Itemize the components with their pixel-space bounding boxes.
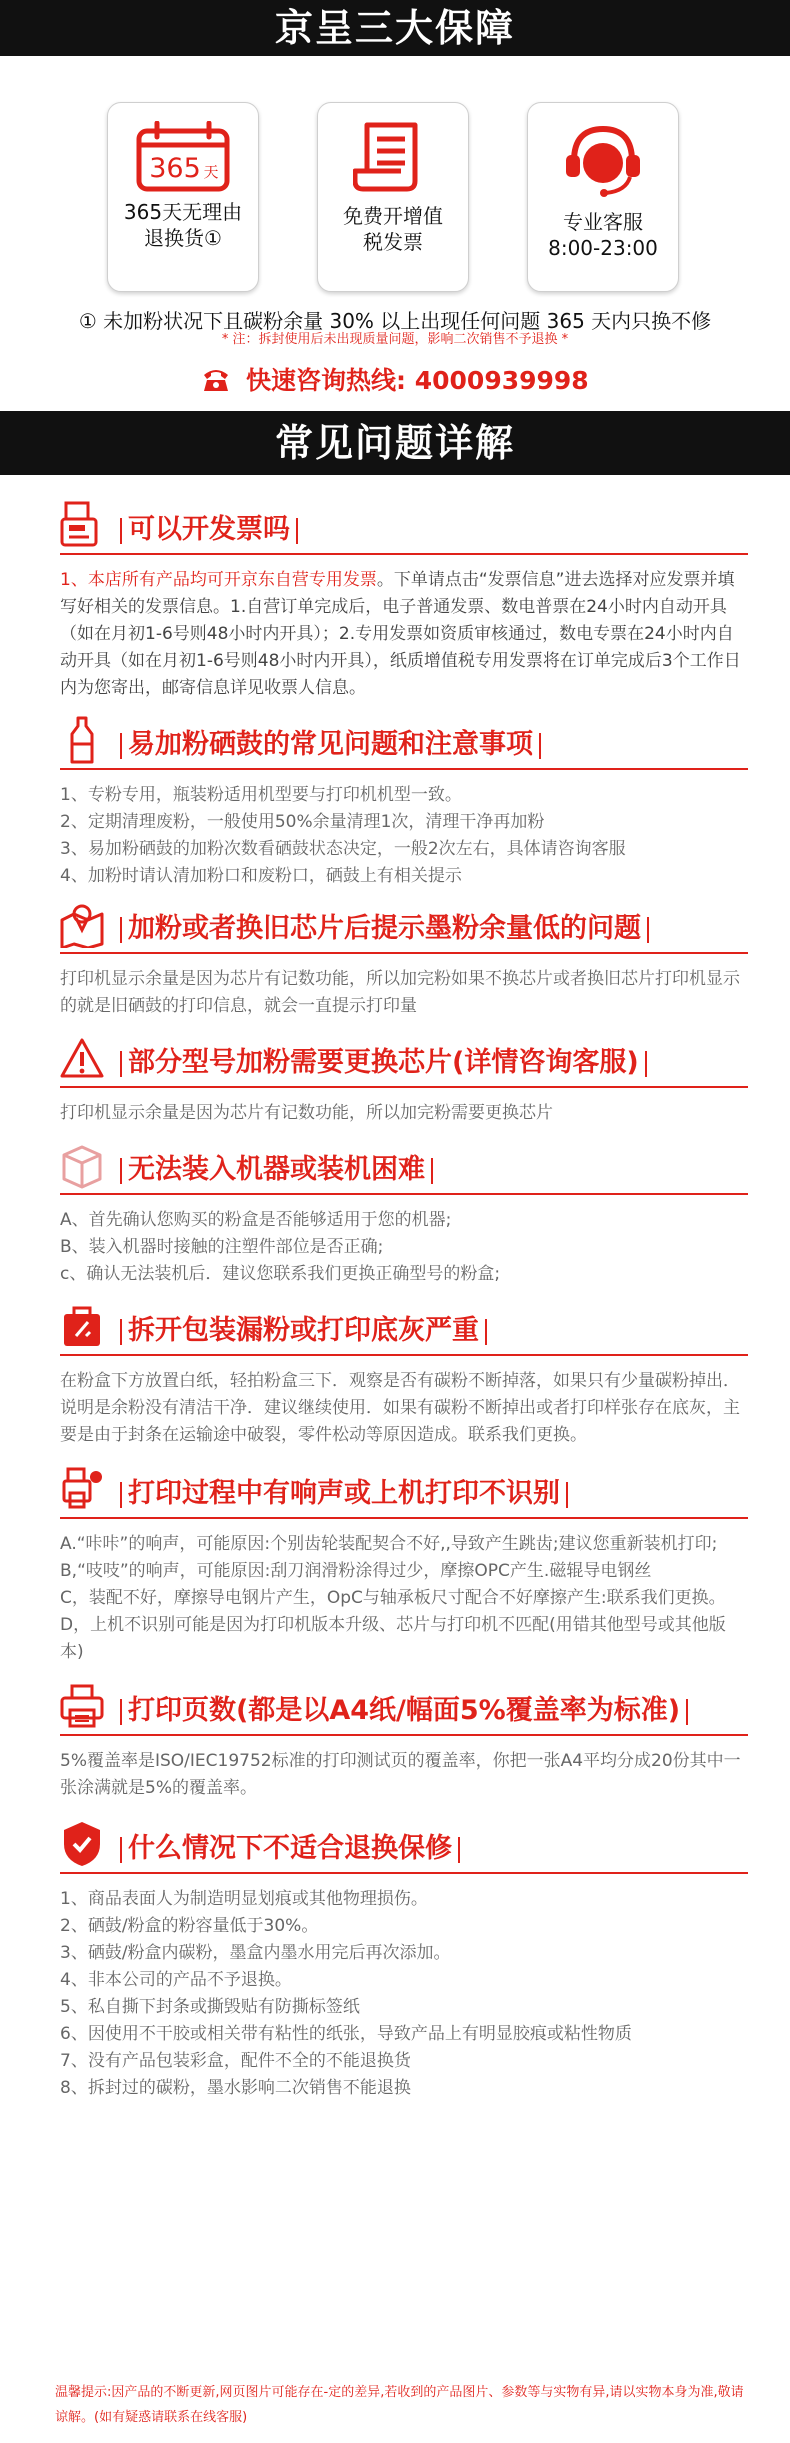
list-item: 6、因使用不干胶或相关带有粘性的纸张，导致产品上有明显胶痕或粘性物质: [60, 2024, 632, 2044]
list-item: 4、非本公司的产品不予退换。: [60, 1970, 292, 1990]
section-header: [60, 1300, 748, 1356]
section-title: 加粉或者换旧芯片后提示墨粉余量低的问题: [128, 913, 641, 944]
section-body: [60, 966, 748, 1020]
guarantee-note: ① 未加粉状况下且碳粉余量 30% 以上出现任何问题 365 天内只换不修: [78, 309, 712, 333]
tool-box-icon: [60, 1302, 104, 1350]
list-item: c、确认无法装机后．建议您联系我们更换正确型号的粉盒;: [60, 1264, 501, 1284]
card-line-2: 退换货①: [144, 226, 222, 250]
faq-section-invoice: [60, 499, 748, 702]
section-text: 5%覆盖率是ISO/IEC19752标准的打印测试页的覆盖率，你把一张A4平均分成20份其中一张涂满就是5%的覆盖率。: [60, 1751, 741, 1798]
printer-icon: [60, 1682, 104, 1730]
section-header: [60, 1463, 748, 1519]
faq-section-toner: [60, 714, 748, 890]
faq-section-chip-low: [60, 898, 748, 1020]
section-body: [60, 1100, 748, 1127]
section-header: [60, 499, 748, 555]
section-header: [60, 1680, 748, 1736]
section-body: [60, 1531, 748, 1666]
hotline-number[interactable]: 4000939998: [414, 366, 589, 395]
section-body: [60, 1368, 748, 1449]
card-line-2: 8:00-23:00: [548, 236, 658, 260]
guarantee-banner: 京呈三大保障: [0, 0, 790, 56]
list-item: B,“吱吱”的响声，可能原因:刮刀润滑粉涂得过少，摩擦OPC产生.磁辊导电钢丝: [60, 1561, 652, 1581]
section-header: [60, 1139, 748, 1195]
section-body: [60, 1207, 748, 1288]
section-header: [60, 1032, 748, 1088]
hotline[interactable]: [0, 361, 790, 401]
list-item: 8、拆封过的碳粉，墨水影响二次销售不能退换: [60, 2078, 411, 2098]
section-title: 部分型号加粉需要更换芯片(详情咨询客服): [128, 1047, 639, 1078]
list-item: 1、商品表面人为制造明显划痕或其他物理损伤。: [60, 1889, 428, 1909]
faq-section-pages: [60, 1680, 748, 1802]
list-item: 3、易加粉硒鼓的加粉次数看硒鼓状态决定，一般2次左右，具体请咨询客服: [60, 839, 626, 859]
printer-alert-icon: [60, 1465, 104, 1513]
section-body: [60, 1886, 748, 2102]
list-item: 5、私自撕下封条或撕毁贴有防撕标签纸: [60, 1997, 360, 2017]
list-item: 2、定期清理废粉，一般使用50%余量清理1次，清理干净再加粉: [60, 812, 545, 832]
section-title: 易加粉硒鼓的常见问题和注意事项: [128, 729, 533, 760]
map-location-icon: [60, 900, 104, 948]
section-body: [60, 567, 748, 702]
faq-section-chip-replace: [60, 1032, 748, 1127]
return-warning: * 注：拆封使用后未出现质量问题，影响二次销售不予退换 *: [221, 332, 569, 347]
section-title: 无法装入机器或装机困难: [128, 1154, 425, 1185]
calendar-badge: 365: [149, 153, 201, 184]
guarantee-card-service: [527, 102, 679, 292]
section-text: 在粉盒下方放置白纸，轻拍粉盒三下．观察是否有碳粉不断掉落，如果只有少量碳粉掉出．说明是余粉没有清洁干净．建议继续使用．如果有碳粉不断掉出或者打印样张存在底灰，主要是由于封条在运输途中破裂，零件松动等原因造成。联系我们更换。: [60, 1371, 740, 1445]
card-line-1: 365天无理由: [123, 200, 243, 224]
faq-section-noise: [60, 1463, 748, 1666]
list-item: 4、加粉时请认清加粉口和废粉口，硒鼓上有相关提示: [60, 866, 462, 886]
section-header: [60, 714, 748, 770]
section-title: 什么情况下不适合退换保修: [128, 1833, 452, 1864]
section-highlight: 1、本店所有产品均可开京东自营专用发票: [60, 570, 377, 590]
list-item: 2、硒鼓/粉盒的粉容量低于30%。: [60, 1916, 319, 1936]
return-shield-icon: [60, 1820, 104, 1868]
faq-banner: 常见问题详解: [0, 411, 790, 475]
box-icon: [60, 1141, 104, 1189]
faq-section-no-return: [60, 1818, 748, 2102]
section-text: 。下单请点击“发票信息”进去选择对应发票并填写好相关的发票信息。1.自营订单完成后，电子普通发票、数电普票在24小时内自动开具（如在月初1-6号则48小时内开具）；2.专用发票如资质审核通过，数电专票在24小时内自动开具（如在月初1-6号则48小时内开具），纸质增值税专用发票将在订单完成后3个工作日内为您寄出，邮寄信息详见收票人信息。: [60, 570, 741, 698]
customer-service-icon: [560, 121, 646, 201]
section-title: 打印过程中有响声或上机打印不识别: [128, 1478, 560, 1509]
list-item: 7、没有产品包装彩盒，配件不全的不能退换货: [60, 2051, 411, 2071]
section-text: 打印机显示余量是因为芯片有记数功能，所以加完粉需要更换芯片: [60, 1103, 553, 1123]
list-item: A.“咔咔”的响声，可能原因:个别齿轮装配契合不好,,导致产生跳齿;建议您重新装机打印;: [60, 1534, 718, 1554]
calendar-badge-suffix: 天: [203, 163, 219, 181]
guarantee-card-invoice: [317, 102, 469, 292]
list-item: 3、硒鼓/粉盒内碳粉，墨盒内墨水用完后再次添加。: [60, 1943, 451, 1963]
card-line-1: 免费开增值: [343, 204, 443, 228]
phone-icon: [201, 366, 231, 398]
list-item: B、装入机器时接触的注塑件部位是否正确;: [60, 1237, 384, 1257]
list-item: 1、专粉专用，瓶装粉适用机型要与打印机机型一致。: [60, 785, 462, 805]
faq-section-leak: [60, 1300, 748, 1449]
section-body: [60, 1748, 748, 1802]
list-item: A、首先确认您购买的粉盒是否能够适用于您的机器;: [60, 1210, 452, 1230]
toner-bottle-icon: [60, 716, 104, 764]
card-line-2: 税发票: [363, 230, 423, 254]
card-line-1: 专业客服: [563, 210, 643, 234]
guarantee-cards: [0, 56, 790, 333]
footer-disclaimer: 温馨提示:因产品的不断更新,网页图片可能存在-定的差异,若收到的产品图片、参数等与实物有异,请以实物本身为准,敬请谅解。(如有疑惑请联系在线客服): [55, 2385, 744, 2425]
section-header: [60, 898, 748, 954]
section-title: 拆开包装漏粉或打印底灰严重: [128, 1315, 479, 1346]
section-body: [60, 782, 748, 890]
guarantee-card-365: [107, 102, 259, 292]
section-title: 可以开发票吗: [128, 514, 290, 545]
list-item: C，装配不好，摩擦导电钢片产生，OpC与轴承板尺寸配合不好摩擦产生:联系我们更换。: [60, 1588, 726, 1608]
warning-icon: [60, 1034, 104, 1082]
section-header: [60, 1818, 748, 1874]
invoice-icon: [353, 121, 433, 193]
faq-section-install: [60, 1139, 748, 1288]
section-text: 打印机显示余量是因为芯片有记数功能，所以加完粉如果不换芯片或者换旧芯片打印机显示的就是旧硒鼓的打印信息，就会一直提示打印量: [60, 969, 740, 1016]
list-item: D，上机不识别可能是因为打印机版本升级、芯片与打印机不匹配(用错其他型号或其他版本): [60, 1615, 726, 1662]
calendar-365-icon: [135, 121, 231, 193]
section-title: 打印页数(都是以A4纸/幅面5%覆盖率为标准): [128, 1695, 681, 1726]
invoice-printer-icon: [60, 501, 104, 549]
hotline-label: 快速咨询热线:: [246, 366, 407, 395]
